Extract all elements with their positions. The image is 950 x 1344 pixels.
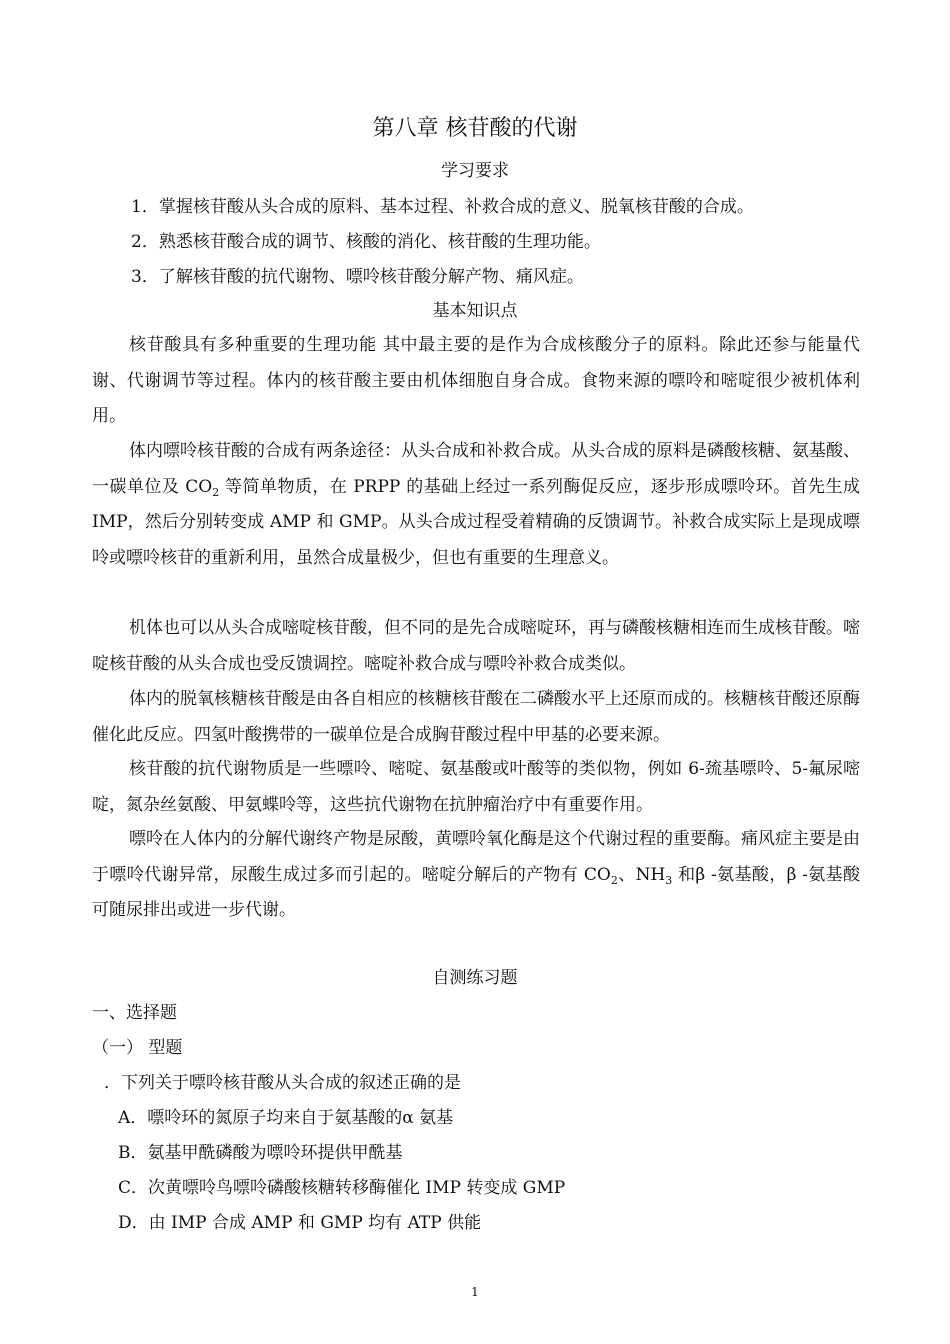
knowledge-paragraph: 机体也可以从头合成嘧啶核苷酸，但不同的是先合成嘧啶环，再与磷酸核糖相连而生成核苷酸。嘧啶核苷酸的从头合成也受反馈调控。嘧啶补救合成与嘌呤补救合成类似。 [92,618,860,674]
question-text: ．下列关于嘌呤核苷酸从头合成的叙述正确的是 [104,1073,461,1093]
paragraph-text: 体内嘌呤核苷酸的合成有两条途径：从头合成和补救合成。从头合成的原料是磷酸核糖、氨基酸、一碳单位及 CO [92,441,860,497]
knowledge-paragraph [92,822,860,929]
subscript: 3 [665,873,673,887]
chapter-title: 第八章 核苷酸的代谢 [372,116,578,141]
knowledge-paragraph [92,434,860,576]
answer-option: C．次黄嘌呤鸟嘌呤磷酸核糖转移酶催化 IMP 转变成 GMP [118,1178,566,1198]
knowledge-paragraph: 体内的脱氧核糖核苷酸是由各自相应的核糖核苷酸在二磷酸水平上还原而成的。核糖核苷酸还原酶催化此反应。四氢叶酸携带的一碳单位是合成胸苷酸过程中甲基的必要来源。 [92,689,860,745]
paragraph-text: 、NH [617,864,666,885]
paragraph-text: 和β -氨基酸，β -氨基酸可随尿排出或进一步代谢。 [92,864,861,920]
knowledge-paragraph: 核苷酸的抗代谢物质是一些嘌呤、嘧啶、氨基酸或叶酸等的类似物，例如 6-巯基嘌呤、5-氟尿嘧啶，氮杂丝氨酸、甲氨蝶呤等，这些抗代谢物在抗肿瘤治疗中有重要作用。 [92,759,860,815]
exercises-heading: 自测练习题 [432,968,518,988]
answer-option: A．嘌呤环的氮原子均来自于氨基酸的α 氨基 [118,1108,454,1128]
answer-option: D．由 IMP 合成 AMP 和 GMP 均有 ATP 供能 [118,1213,482,1233]
page-number: 1 [471,1285,479,1299]
requirement-item: 1．掌握核苷酸从头合成的原料、基本过程、补救合成的意义、脱氧核苷酸的合成。 [131,197,754,217]
requirements-heading: 学习要求 [441,161,509,181]
paragraph-text: 嘌呤在人体内的分解代谢终产物是尿酸，黄嘌呤氧化酶是这个代谢过程的重要酶。痛风症主要是由于嘌呤代谢异常，尿酸生成过多而引起的。嘧啶分解后的产物有 CO [92,829,860,885]
subscript: 2 [610,873,618,887]
knowledge-heading: 基本知识点 [432,301,518,321]
subsection-heading: （一） 型题 [92,1038,183,1058]
requirement-item: 2．熟悉核苷酸合成的调节、核酸的消化、核苷酸的生理功能。 [131,232,601,252]
answer-option: B．氨基甲酰磷酸为嘌呤环提供甲酰基 [118,1143,403,1163]
paragraph-text: 等简单物质，在 PRPP 的基础上经过一系列酶促反应，逐步形成嘌呤环。首先生成 IMP，然后分别转变成 AMP 和 GMP。从头合成过程受着精确的反馈调节。补救合成实际上是现成嘌呤或嘌呤核苷的重新利用，虽然合成量极少，但也有重要的生理意义。 [92,476,860,568]
section-heading: 一、选择题 [92,1003,177,1023]
knowledge-paragraph: 核苷酸具有多种重要的生理功能 其中最主要的是作为合成核酸分子的原料。除此还参与能量代谢、代谢调节等过程。体内的核苷酸主要由机体细胞自身合成。食物来源的嘌呤和嘧啶很少被机体利用。 [92,335,860,426]
requirement-item: 3．了解核苷酸的抗代谢物、嘌呤核苷酸分解产物、痛风症。 [131,267,584,287]
subscript: 2 [212,485,220,499]
